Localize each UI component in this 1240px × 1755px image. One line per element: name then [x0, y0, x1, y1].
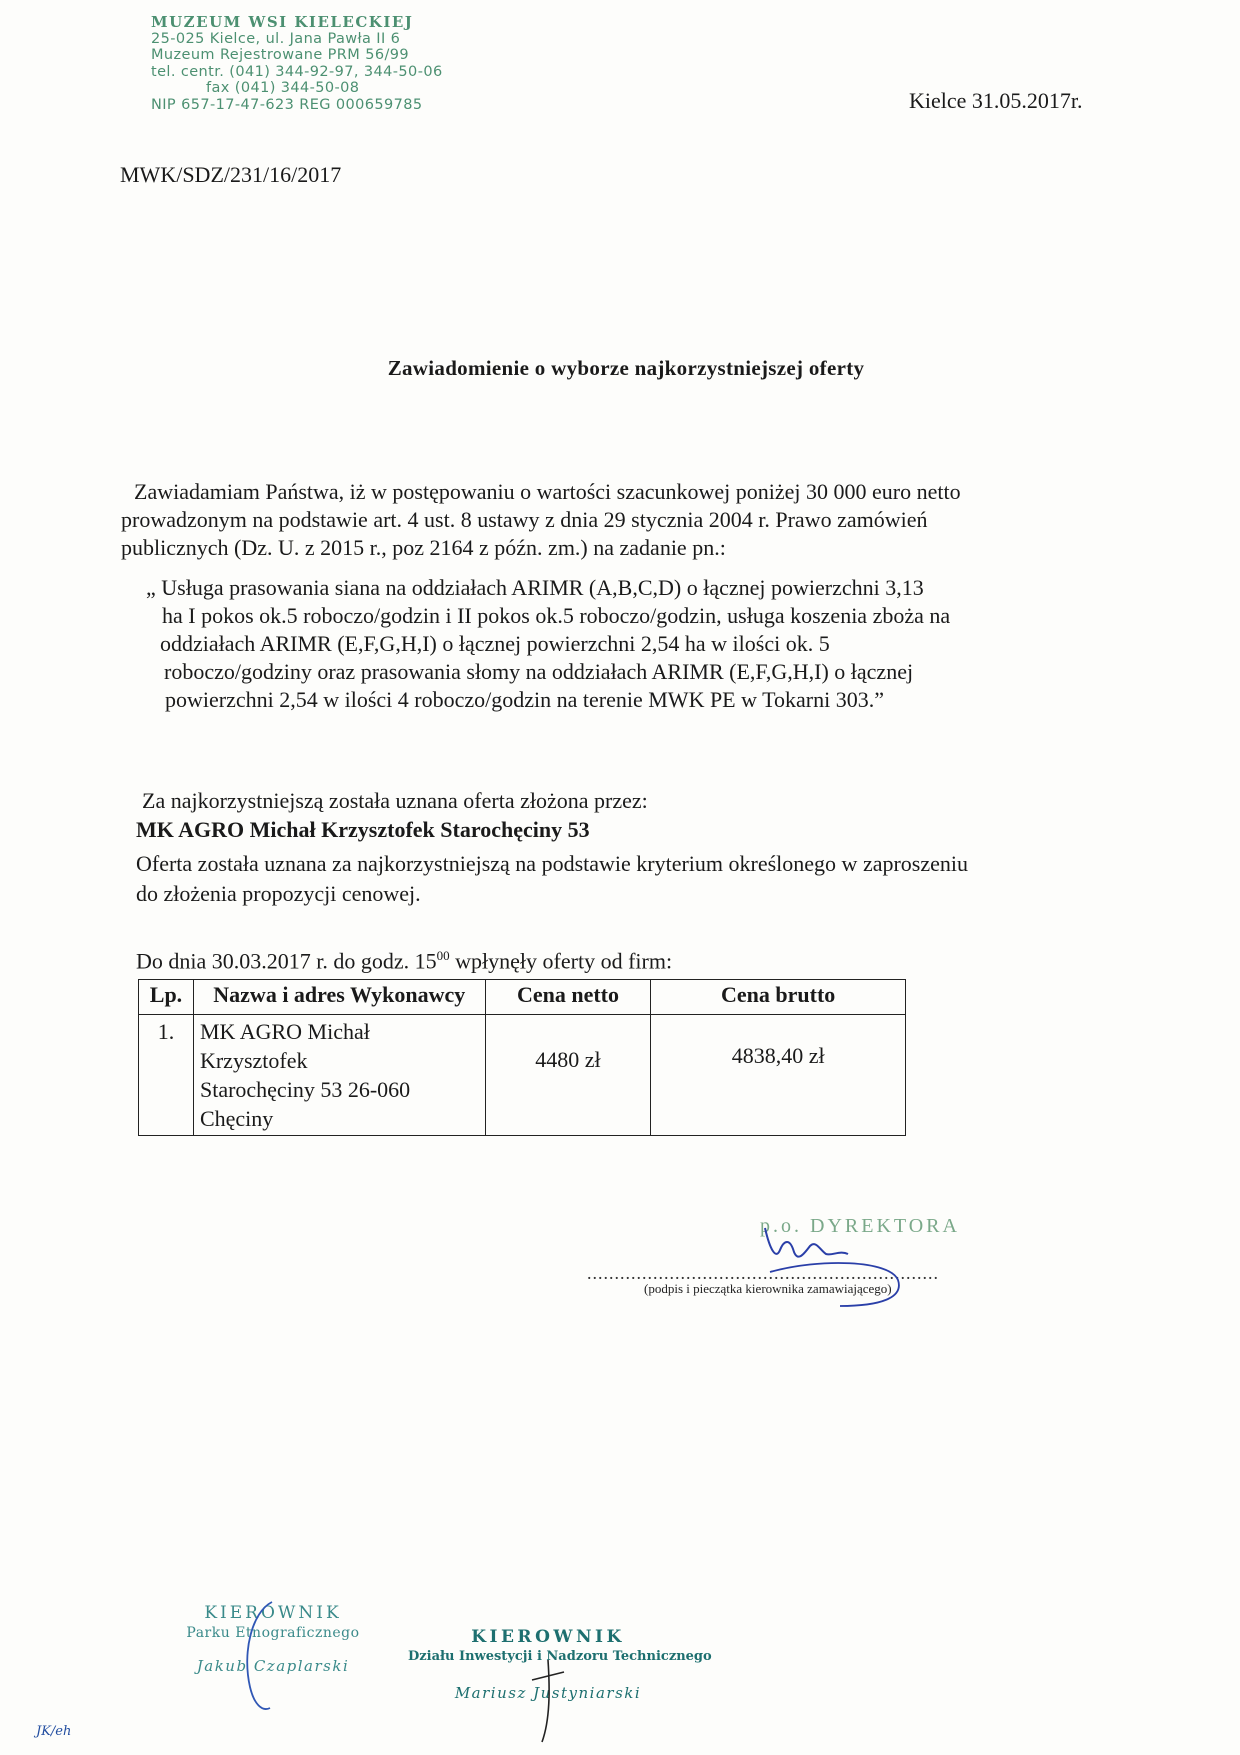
handwritten-signature — [680, 1210, 980, 1340]
cell-lp: 1. — [139, 1015, 194, 1136]
table-header-row — [139, 980, 906, 1015]
intro-line: Zawiadamiam Państwa, iż w postępowaniu o wartości szacunkowej poniżej 30 000 euro netto — [134, 479, 961, 504]
director-stamp: p.o. DYREKTORA — [760, 1215, 960, 1237]
deadline-suffix: wpłynęły oferty od firm: — [449, 948, 673, 974]
stamp-left-title: KIEROWNIK — [204, 1603, 342, 1623]
reference-number: MWK/SDZ/231/16/2017 — [120, 162, 342, 187]
name-line: Starochęciny 53 26-060 — [199, 1077, 411, 1102]
cell-netto — [485, 1015, 651, 1136]
deadline-superscript: 00 — [436, 948, 450, 963]
name-line: MK AGRO Michał — [199, 1019, 370, 1044]
stamp-museum-name: MUZEUM WSI KIELECKIEJ — [151, 13, 414, 31]
task-line: „ Usługa prasowania siana na oddziałach ARIMR (A,B,C,D) o łącznej powierzchni 3,13 — [146, 575, 924, 600]
task-line: oddziałach ARIMR (E,F,G,H,I) o łącznej powierzchni 2,54 ha w ilości ok. 5 — [160, 631, 830, 656]
task-line: roboczo/godziny oraz prasowania słomy na oddziałach ARIMR (E,F,G,H,I) o łącznej — [164, 659, 914, 684]
task-line: powierzchni 2,54 w ilości 4 roboczo/godzin na terenie MWK PE w Tokarni 303.” — [165, 687, 884, 712]
cell-brutto — [651, 1015, 906, 1136]
stamp-mid-name: Mariusz Justyniarski — [454, 1684, 642, 1702]
offers-table — [138, 979, 906, 1136]
netto-value: 4480 zł — [535, 1047, 601, 1072]
stamp-mid-unit: Działu Inwestycji i Nadzoru Technicznego — [408, 1649, 712, 1664]
intro-paragraph — [121, 478, 1094, 562]
stamp-nip: NIP 657-17-47-623 REG 000659785 — [151, 96, 423, 113]
stamp-left-name: Jakub Czaplarski — [196, 1657, 350, 1675]
result-basis — [136, 849, 1116, 909]
task-line: ha I pokos ok.5 roboczo/godzin i II pokos ok.5 roboczo/godzin, usługa koszenia zboża na — [162, 603, 951, 628]
header-name: Nazwa i adres Wykonawcy — [193, 980, 485, 1015]
deadline-note — [136, 948, 672, 974]
stamp-address: 25-025 Kielce, ul. Jana Pawła II 6 — [151, 30, 401, 47]
basis-line: do złożenia propozycji cenowej. — [136, 881, 421, 906]
museum-stamp — [151, 14, 471, 113]
signature-line: ................................................................ — [587, 1263, 939, 1283]
stamp-fax: fax (041) 344-50-08 — [206, 80, 360, 96]
header-netto: Cena netto — [485, 980, 651, 1015]
place-and-date: Kielce 31.05.2017r. — [909, 88, 1083, 113]
document-title — [0, 356, 1240, 381]
task-description — [148, 574, 1068, 714]
name-line: Chęciny — [199, 1106, 274, 1131]
stamp-mid-title: KIEROWNIK — [471, 1627, 625, 1647]
brutto-value: 4838,40 zł — [731, 1043, 825, 1068]
mid-signature-mark — [524, 1650, 574, 1750]
table-row — [139, 1015, 906, 1136]
cell-name — [193, 1015, 485, 1136]
winning-bidder: MK AGRO Michał Krzysztofek Starochęciny 53 — [136, 817, 590, 842]
document-title-text: Zawiadomienie o wyborze najkorzystniejszej oferty — [387, 356, 865, 380]
basis-line: Oferta została uznana za najkorzystniejszą na podstawie kryterium określonego w zaproszeniu — [136, 851, 969, 876]
author-initials: JK/eh — [36, 1724, 72, 1739]
left-signature-mark — [232, 1592, 292, 1722]
stamp-phone: tel. centr. (041) 344-92-97, 344-50-06 — [151, 63, 443, 80]
signature-caption: (podpis i pieczątka kierownika zamawiającego) — [644, 1281, 892, 1296]
name-line: Krzysztofek — [199, 1048, 308, 1073]
intro-line: prowadzonym na podstawie art. 4 ust. 8 ustawy z dnia 29 stycznia 2004 r. Prawo zamówień — [121, 507, 928, 532]
header-brutto: Cena brutto — [651, 980, 906, 1015]
header-lp: Lp. — [139, 980, 194, 1015]
deadline-text: Do dnia 30.03.2017 r. do godz. 15 — [136, 948, 437, 974]
intro-line: publicznych (Dz. U. z 2015 r., poz 2164 z późn. zm.) na zadanie pn.: — [121, 535, 726, 560]
stamp-registry: Muzeum Rejestrowane PRM 56/99 — [151, 47, 409, 63]
result-intro: Za najkorzystniejszą została uznana oferta złożona przez: — [142, 788, 648, 813]
stamp-left-unit: Parku Etnograficznego — [186, 1625, 360, 1641]
